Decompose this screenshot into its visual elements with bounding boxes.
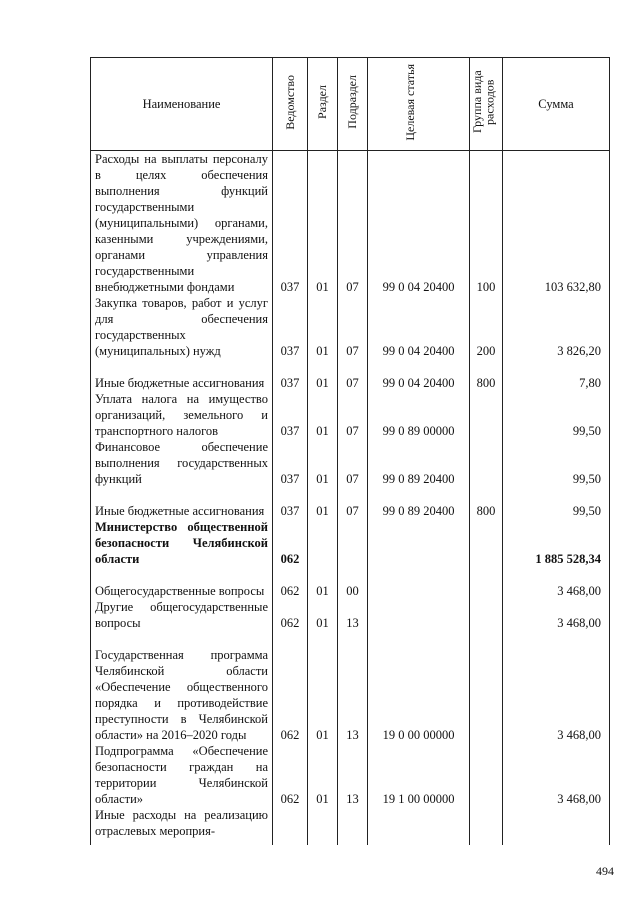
row-gruppa xyxy=(470,743,503,807)
row-celevaya xyxy=(368,807,470,845)
row-gruppa xyxy=(470,391,503,439)
header-name: Наименование xyxy=(91,58,273,151)
row-gruppa xyxy=(470,439,503,487)
table-header-row xyxy=(91,58,610,151)
row-vedomstvo: 037 xyxy=(273,391,308,439)
row-podrazdel: 00 xyxy=(338,567,368,599)
table-row xyxy=(91,487,610,519)
row-celevaya: 99 0 89 00000 xyxy=(368,391,470,439)
header-razdel: Раздел xyxy=(308,58,338,151)
row-gruppa: 200 xyxy=(470,295,503,359)
table-row xyxy=(91,519,610,567)
row-name: Расходы на выплаты персоналу в целях обеспечения выполнения функций государственными (муниципальными) органами, казенными учреждениями, органами управления государственными внебюджетными фондами xyxy=(91,151,273,296)
header-gruppa: Группа вида расходов xyxy=(470,58,503,151)
table-row xyxy=(91,151,610,296)
row-podrazdel: 13 xyxy=(338,631,368,743)
row-gruppa xyxy=(470,519,503,567)
row-celevaya: 99 0 04 20400 xyxy=(368,151,470,296)
row-name: Общегосударственные вопросы xyxy=(91,567,273,599)
row-podrazdel: 07 xyxy=(338,359,368,391)
table-row xyxy=(91,359,610,391)
table-row xyxy=(91,631,610,743)
row-name: Финансовое обеспечение выполнения государственных функций xyxy=(91,439,273,487)
row-razdel xyxy=(308,519,338,567)
row-razdel: 01 xyxy=(308,487,338,519)
row-gruppa: 800 xyxy=(470,487,503,519)
row-summa: 3 468,00 xyxy=(503,567,610,599)
row-podrazdel: 07 xyxy=(338,295,368,359)
table-row xyxy=(91,295,610,359)
row-razdel: 01 xyxy=(308,439,338,487)
row-vedomstvo: 037 xyxy=(273,487,308,519)
row-razdel: 01 xyxy=(308,743,338,807)
row-podrazdel: 13 xyxy=(338,599,368,631)
row-summa: 103 632,80 xyxy=(503,151,610,296)
row-summa: 3 468,00 xyxy=(503,743,610,807)
row-name: Иные бюджетные ассигнования xyxy=(91,487,273,519)
row-name: Уплата налога на имущество организаций, земельного и транспортного налогов xyxy=(91,391,273,439)
row-podrazdel: 07 xyxy=(338,487,368,519)
row-celevaya: 99 0 89 20400 xyxy=(368,439,470,487)
row-podrazdel: 07 xyxy=(338,439,368,487)
row-gruppa xyxy=(470,631,503,743)
row-summa: 1 885 528,34 xyxy=(503,519,610,567)
row-gruppa xyxy=(470,599,503,631)
row-podrazdel: 07 xyxy=(338,391,368,439)
row-celevaya: 99 0 89 20400 xyxy=(368,487,470,519)
row-podrazdel: 13 xyxy=(338,743,368,807)
row-vedomstvo: 037 xyxy=(273,295,308,359)
row-summa: 3 468,00 xyxy=(503,599,610,631)
row-vedomstvo xyxy=(273,807,308,845)
row-summa: 7,80 xyxy=(503,359,610,391)
row-celevaya: 99 0 04 20400 xyxy=(368,359,470,391)
row-summa: 99,50 xyxy=(503,487,610,519)
row-razdel: 01 xyxy=(308,151,338,296)
row-vedomstvo: 062 xyxy=(273,631,308,743)
row-razdel: 01 xyxy=(308,631,338,743)
page-number: 494 xyxy=(596,864,614,878)
budget-table xyxy=(90,57,610,845)
row-gruppa xyxy=(470,567,503,599)
row-name: Государственная программа Челябинской области «Обеспечение общественного порядка и противодействие преступности в Челябинской области» на 2016–2020 годы xyxy=(91,631,273,743)
header-vedomstvo: Ведомство xyxy=(273,58,308,151)
row-razdel: 01 xyxy=(308,295,338,359)
row-summa: 3 468,00 xyxy=(503,631,610,743)
row-podrazdel xyxy=(338,519,368,567)
table-row xyxy=(91,743,610,807)
row-name: Закупка товаров, работ и услуг для обеспечения государственных (муниципальных) нужд xyxy=(91,295,273,359)
row-vedomstvo: 037 xyxy=(273,439,308,487)
row-vedomstvo: 062 xyxy=(273,519,308,567)
row-name: Иные бюджетные ассигнования xyxy=(91,359,273,391)
row-podrazdel xyxy=(338,807,368,845)
row-gruppa: 800 xyxy=(470,359,503,391)
row-podrazdel: 07 xyxy=(338,151,368,296)
table-row xyxy=(91,391,610,439)
row-razdel: 01 xyxy=(308,599,338,631)
row-name: Подпрограмма «Обеспечение безопасности граждан на территории Челябинской области» xyxy=(91,743,273,807)
header-summa: Сумма xyxy=(503,58,610,151)
row-razdel: 01 xyxy=(308,567,338,599)
row-name: Другие общегосударственные вопросы xyxy=(91,599,273,631)
row-vedomstvo: 037 xyxy=(273,359,308,391)
header-podrazdel: Подраздел xyxy=(338,58,368,151)
row-summa: 99,50 xyxy=(503,439,610,487)
row-razdel: 01 xyxy=(308,359,338,391)
row-vedomstvo: 037 xyxy=(273,151,308,296)
table-row xyxy=(91,599,610,631)
row-gruppa xyxy=(470,807,503,845)
table-row xyxy=(91,567,610,599)
row-summa: 99,50 xyxy=(503,391,610,439)
row-vedomstvo: 062 xyxy=(273,599,308,631)
row-summa xyxy=(503,807,610,845)
row-celevaya: 19 0 00 00000 xyxy=(368,631,470,743)
row-celevaya xyxy=(368,567,470,599)
header-celevaya: Целевая статья xyxy=(368,58,470,151)
row-gruppa: 100 xyxy=(470,151,503,296)
row-vedomstvo: 062 xyxy=(273,567,308,599)
row-celevaya: 19 1 00 00000 xyxy=(368,743,470,807)
row-name: Иные расходы на реализацию отраслевых мероприя- xyxy=(91,807,273,845)
row-summa: 3 826,20 xyxy=(503,295,610,359)
row-celevaya xyxy=(368,519,470,567)
row-name: Министерство общественной безопасности Челябинской области xyxy=(91,519,273,567)
row-vedomstvo: 062 xyxy=(273,743,308,807)
table-body xyxy=(91,151,610,846)
row-celevaya xyxy=(368,599,470,631)
row-razdel xyxy=(308,807,338,845)
row-razdel: 01 xyxy=(308,391,338,439)
table-row xyxy=(91,439,610,487)
row-celevaya: 99 0 04 20400 xyxy=(368,295,470,359)
table-row xyxy=(91,807,610,845)
